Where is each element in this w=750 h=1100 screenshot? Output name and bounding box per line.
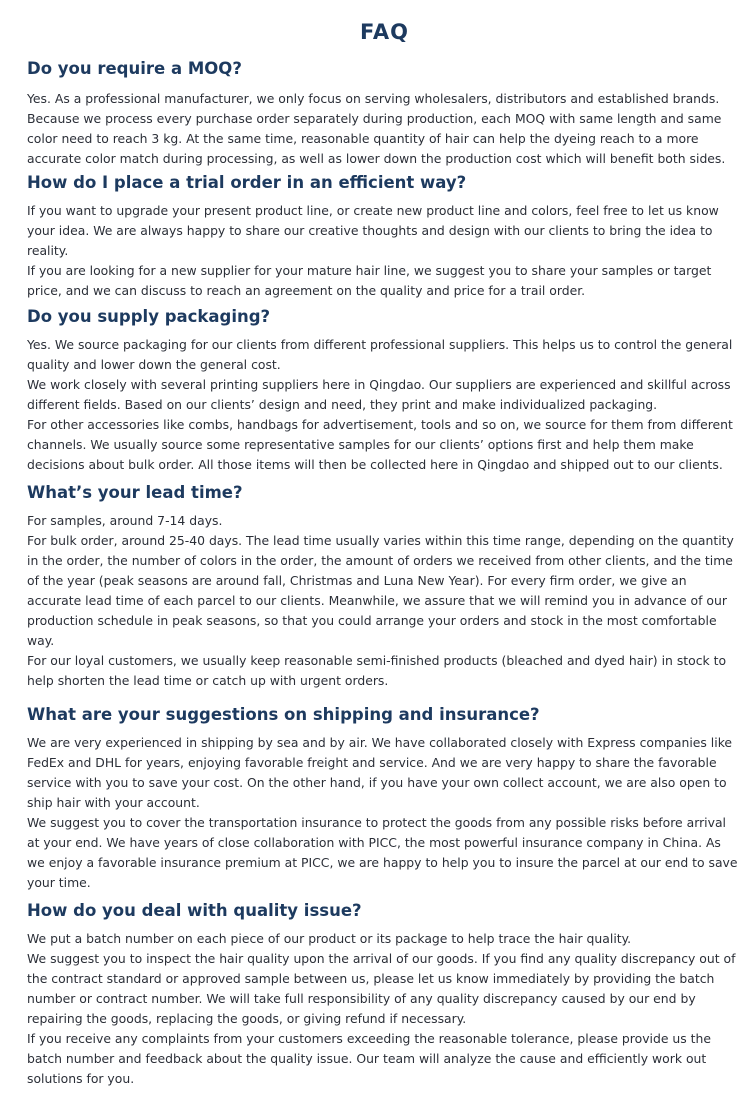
faq-item-moq [27,58,742,169]
faq-question: How do you deal with quality issue? [27,901,362,920]
faq-item-quality-issue [27,900,742,1089]
faq-paragraph: If you want to upgrade your present product line, or create new product line and colors, feel free to let us know your idea. We are always happy to share our creative thoughts and design with our clients to bring the idea to reality. [27,203,719,258]
faq-item-trial-order [27,172,742,301]
faq-answer [27,929,742,1089]
faq-paragraph: For bulk order, around 25-40 days. The lead time usually varies within this time range, depending on the quantity in the order, the number of colors in the order, the amount of orders we received from other clients, and the time of the year (peak seasons are around fall, Christmas and Luna New Year). For every firm order, we give an accurate lead time of each parcel to our clients. Meanwhile, we assure that we will remind you in advance of our production schedule in peak seasons, so that you could arrange your orders and stock in the most comfortable way. [27,533,734,648]
page-title: FAQ [359,20,410,44]
faq-paragraph: For samples, around 7-14 days. [27,513,223,528]
faq-question: What’s your lead time? [27,483,243,502]
faq-paragraph: If you receive any complaints from your customers exceeding the reasonable tolerance, please provide us the batch number and feedback about the quality issue. Our team will analyze the cause and efficiently work out solutions for you. [27,1031,711,1086]
faq-item-lead-time [27,482,742,691]
faq-paragraph: Yes. As a professional manufacturer, we only focus on serving wholesalers, distributors and established brands. Because we process every purchase order separately during production, each MOQ with same length and same color need to reach 3 kg. At the same time, reasonable quantity of hair can help the dyeing reach to a more accurate color match during processing, as well as lower down the production cost which will benefit both sides. [27,91,726,166]
faq-paragraph: For other accessories like combs, handbags for advertisement, tools and so on, we source for them from different channels. We usually source some representative samples for our clients’ options first and help them make decisions about bulk order. All those items will then be collected here in Qingdao and shipped out to our clients. [27,417,733,472]
faq-question: Do you require a MOQ? [27,59,242,78]
faq-answer [27,201,742,301]
faq-answer [27,335,742,475]
faq-item-shipping-insurance [27,704,742,893]
faq-paragraph: We work closely with several printing suppliers here in Qingdao. Our suppliers are experienced and skillful across different fields. Based on our clients’ design and need, they print and make individualized packaging. [27,377,731,412]
faq-paragraph: We suggest you to inspect the hair quality upon the arrival of our goods. If you find any quality discrepancy out of the contract standard or approved sample between us, please let us know immediately by providing the batch number or contract number. We will take full responsibility of any quality discrepancy caused by our end by repairing the goods, replacing the goods, or giving refund if necessary. [27,951,736,1026]
faq-question: How do I place a trial order in an efficient way? [27,173,467,192]
faq-paragraph: We suggest you to cover the transportation insurance to protect the goods from any possible risks before arrival at your end. We have years of close collaboration with PICC, the most powerful insurance company in China. As we enjoy a favorable insurance premium at PICC, we are happy to help you to insure the parcel at our end to save your time. [27,815,738,890]
faq-answer [27,733,742,893]
faq-question: Do you supply packaging? [27,307,271,326]
faq-paragraph: For our loyal customers, we usually keep reasonable semi-finished products (bleached and dyed hair) in stock to help shorten the lead time or catch up with urgent orders. [27,653,727,688]
faq-answer [27,511,742,691]
faq-item-packaging [27,306,742,475]
faq-answer [27,89,742,169]
faq-paragraph: We put a batch number on each piece of our product or its package to help trace the hair quality. [27,931,632,946]
faq-paragraph: We are very experienced in shipping by sea and by air. We have collaborated closely with Express companies like FedEx and DHL for years, enjoying favorable freight and service. And we are very happy to share the favorable service with you to save your cost. On the other hand, if you have your own collect account, we are also open to ship hair with your account. [27,735,733,810]
faq-paragraph: If you are looking for a new supplier for your mature hair line, we suggest you to share your samples or target price, and we can discuss to reach an agreement on the quality and price for a trail order. [27,263,712,298]
faq-question: What are your suggestions on shipping and insurance? [27,705,540,724]
faq-paragraph: Yes. We source packaging for our clients from different professional suppliers. This helps us to control the general quality and lower down the general cost. [27,337,733,372]
